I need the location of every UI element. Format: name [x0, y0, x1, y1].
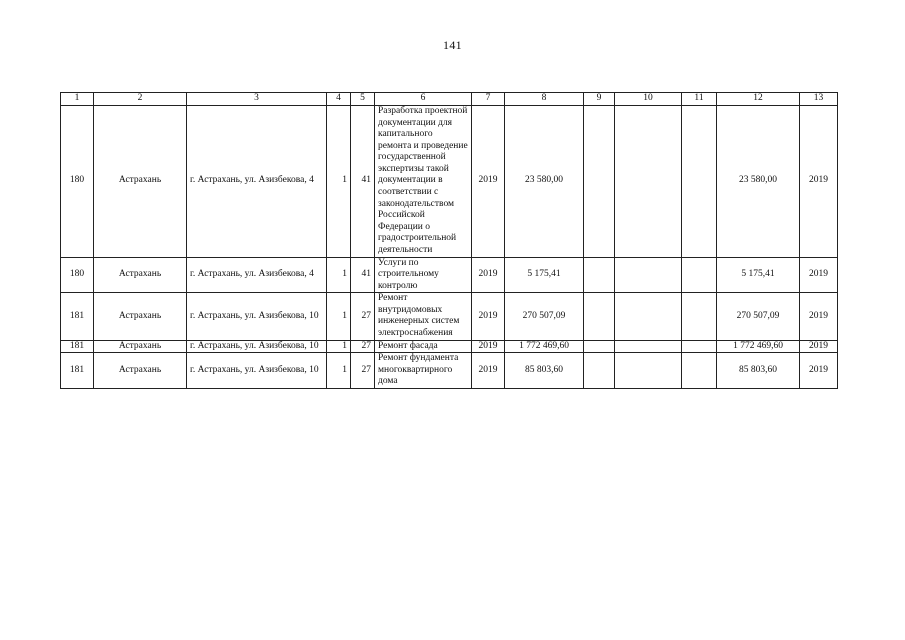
col5-cell: 27 [351, 293, 375, 340]
column-header: 6 [375, 93, 472, 106]
col11-cell [682, 353, 717, 389]
work-type-cell: Ремонт фасада [375, 340, 472, 353]
row-number-cell: 181 [61, 340, 94, 353]
table-row [61, 340, 838, 353]
table-body [61, 106, 838, 389]
column-header: 10 [615, 93, 682, 106]
city-cell: Астрахань [94, 106, 187, 258]
column-header: 4 [327, 93, 351, 106]
register-table [60, 92, 838, 389]
total-cost-cell: 270 507,09 [717, 293, 800, 340]
table-row [61, 293, 838, 340]
col10-cell [615, 340, 682, 353]
column-header: 7 [472, 93, 505, 106]
row-number-cell: 180 [61, 106, 94, 258]
cost-cell: 85 803,60 [505, 353, 584, 389]
col5-cell: 27 [351, 340, 375, 353]
col9-cell [584, 353, 615, 389]
col4-cell: 1 [327, 293, 351, 340]
col4-cell: 1 [327, 257, 351, 293]
col5-cell: 27 [351, 353, 375, 389]
year-cell: 2019 [472, 293, 505, 340]
cost-cell: 270 507,09 [505, 293, 584, 340]
table-row [61, 353, 838, 389]
year-cell: 2019 [472, 257, 505, 293]
col5-cell: 41 [351, 106, 375, 258]
header-row [61, 93, 838, 106]
table-row [61, 257, 838, 293]
address-cell: г. Астрахань, ул. Азизбекова, 10 [187, 340, 327, 353]
col10-cell [615, 353, 682, 389]
total-cost-cell: 1 772 469,60 [717, 340, 800, 353]
column-header: 5 [351, 93, 375, 106]
work-type-cell: Услуги по строительному контролю [375, 257, 472, 293]
column-header: 2 [94, 93, 187, 106]
total-cost-cell: 23 580,00 [717, 106, 800, 258]
col11-cell [682, 257, 717, 293]
column-header: 1 [61, 93, 94, 106]
col9-cell [584, 106, 615, 258]
col10-cell [615, 106, 682, 258]
year-cell: 2019 [472, 340, 505, 353]
column-header: 3 [187, 93, 327, 106]
city-cell: Астрахань [94, 293, 187, 340]
year-cell: 2019 [472, 353, 505, 389]
completion-year-cell: 2019 [800, 293, 838, 340]
table-row [61, 106, 838, 258]
row-number-cell: 181 [61, 293, 94, 340]
address-cell: г. Астрахань, ул. Азизбекова, 10 [187, 353, 327, 389]
cost-cell: 1 772 469,60 [505, 340, 584, 353]
col11-cell [682, 293, 717, 340]
col11-cell [682, 106, 717, 258]
column-header: 9 [584, 93, 615, 106]
work-type-cell: Ремонт внутридомовых инженерных систем электроснабжения [375, 293, 472, 340]
total-cost-cell: 5 175,41 [717, 257, 800, 293]
work-type-cell: Разработка проектной документации для капитального ремонта и проведение государственной экспертизы такой документации в соответствии с законодательством Российской Федерации о градостроительной деятельности [375, 106, 472, 258]
col10-cell [615, 257, 682, 293]
total-cost-cell: 85 803,60 [717, 353, 800, 389]
col4-cell: 1 [327, 340, 351, 353]
completion-year-cell: 2019 [800, 106, 838, 258]
col9-cell [584, 340, 615, 353]
row-number-cell: 181 [61, 353, 94, 389]
address-cell: г. Астрахань, ул. Азизбекова, 10 [187, 293, 327, 340]
city-cell: Астрахань [94, 353, 187, 389]
page-number: 141 [443, 38, 462, 52]
column-header: 11 [682, 93, 717, 106]
col4-cell: 1 [327, 106, 351, 258]
col10-cell [615, 293, 682, 340]
col4-cell: 1 [327, 353, 351, 389]
completion-year-cell: 2019 [800, 340, 838, 353]
completion-year-cell: 2019 [800, 257, 838, 293]
year-cell: 2019 [472, 106, 505, 258]
col5-cell: 41 [351, 257, 375, 293]
cost-cell: 5 175,41 [505, 257, 584, 293]
address-cell: г. Астрахань, ул. Азизбекова, 4 [187, 106, 327, 258]
row-number-cell: 180 [61, 257, 94, 293]
work-type-cell: Ремонт фундамента многоквартирного дома [375, 353, 472, 389]
table-header [61, 93, 838, 106]
city-cell: Астрахань [94, 257, 187, 293]
column-header: 13 [800, 93, 838, 106]
column-header: 12 [717, 93, 800, 106]
col9-cell [584, 257, 615, 293]
address-cell: г. Астрахань, ул. Азизбекова, 4 [187, 257, 327, 293]
completion-year-cell: 2019 [800, 353, 838, 389]
cost-cell: 23 580,00 [505, 106, 584, 258]
city-cell: Астрахань [94, 340, 187, 353]
column-header: 8 [505, 93, 584, 106]
col11-cell [682, 340, 717, 353]
col9-cell [584, 293, 615, 340]
